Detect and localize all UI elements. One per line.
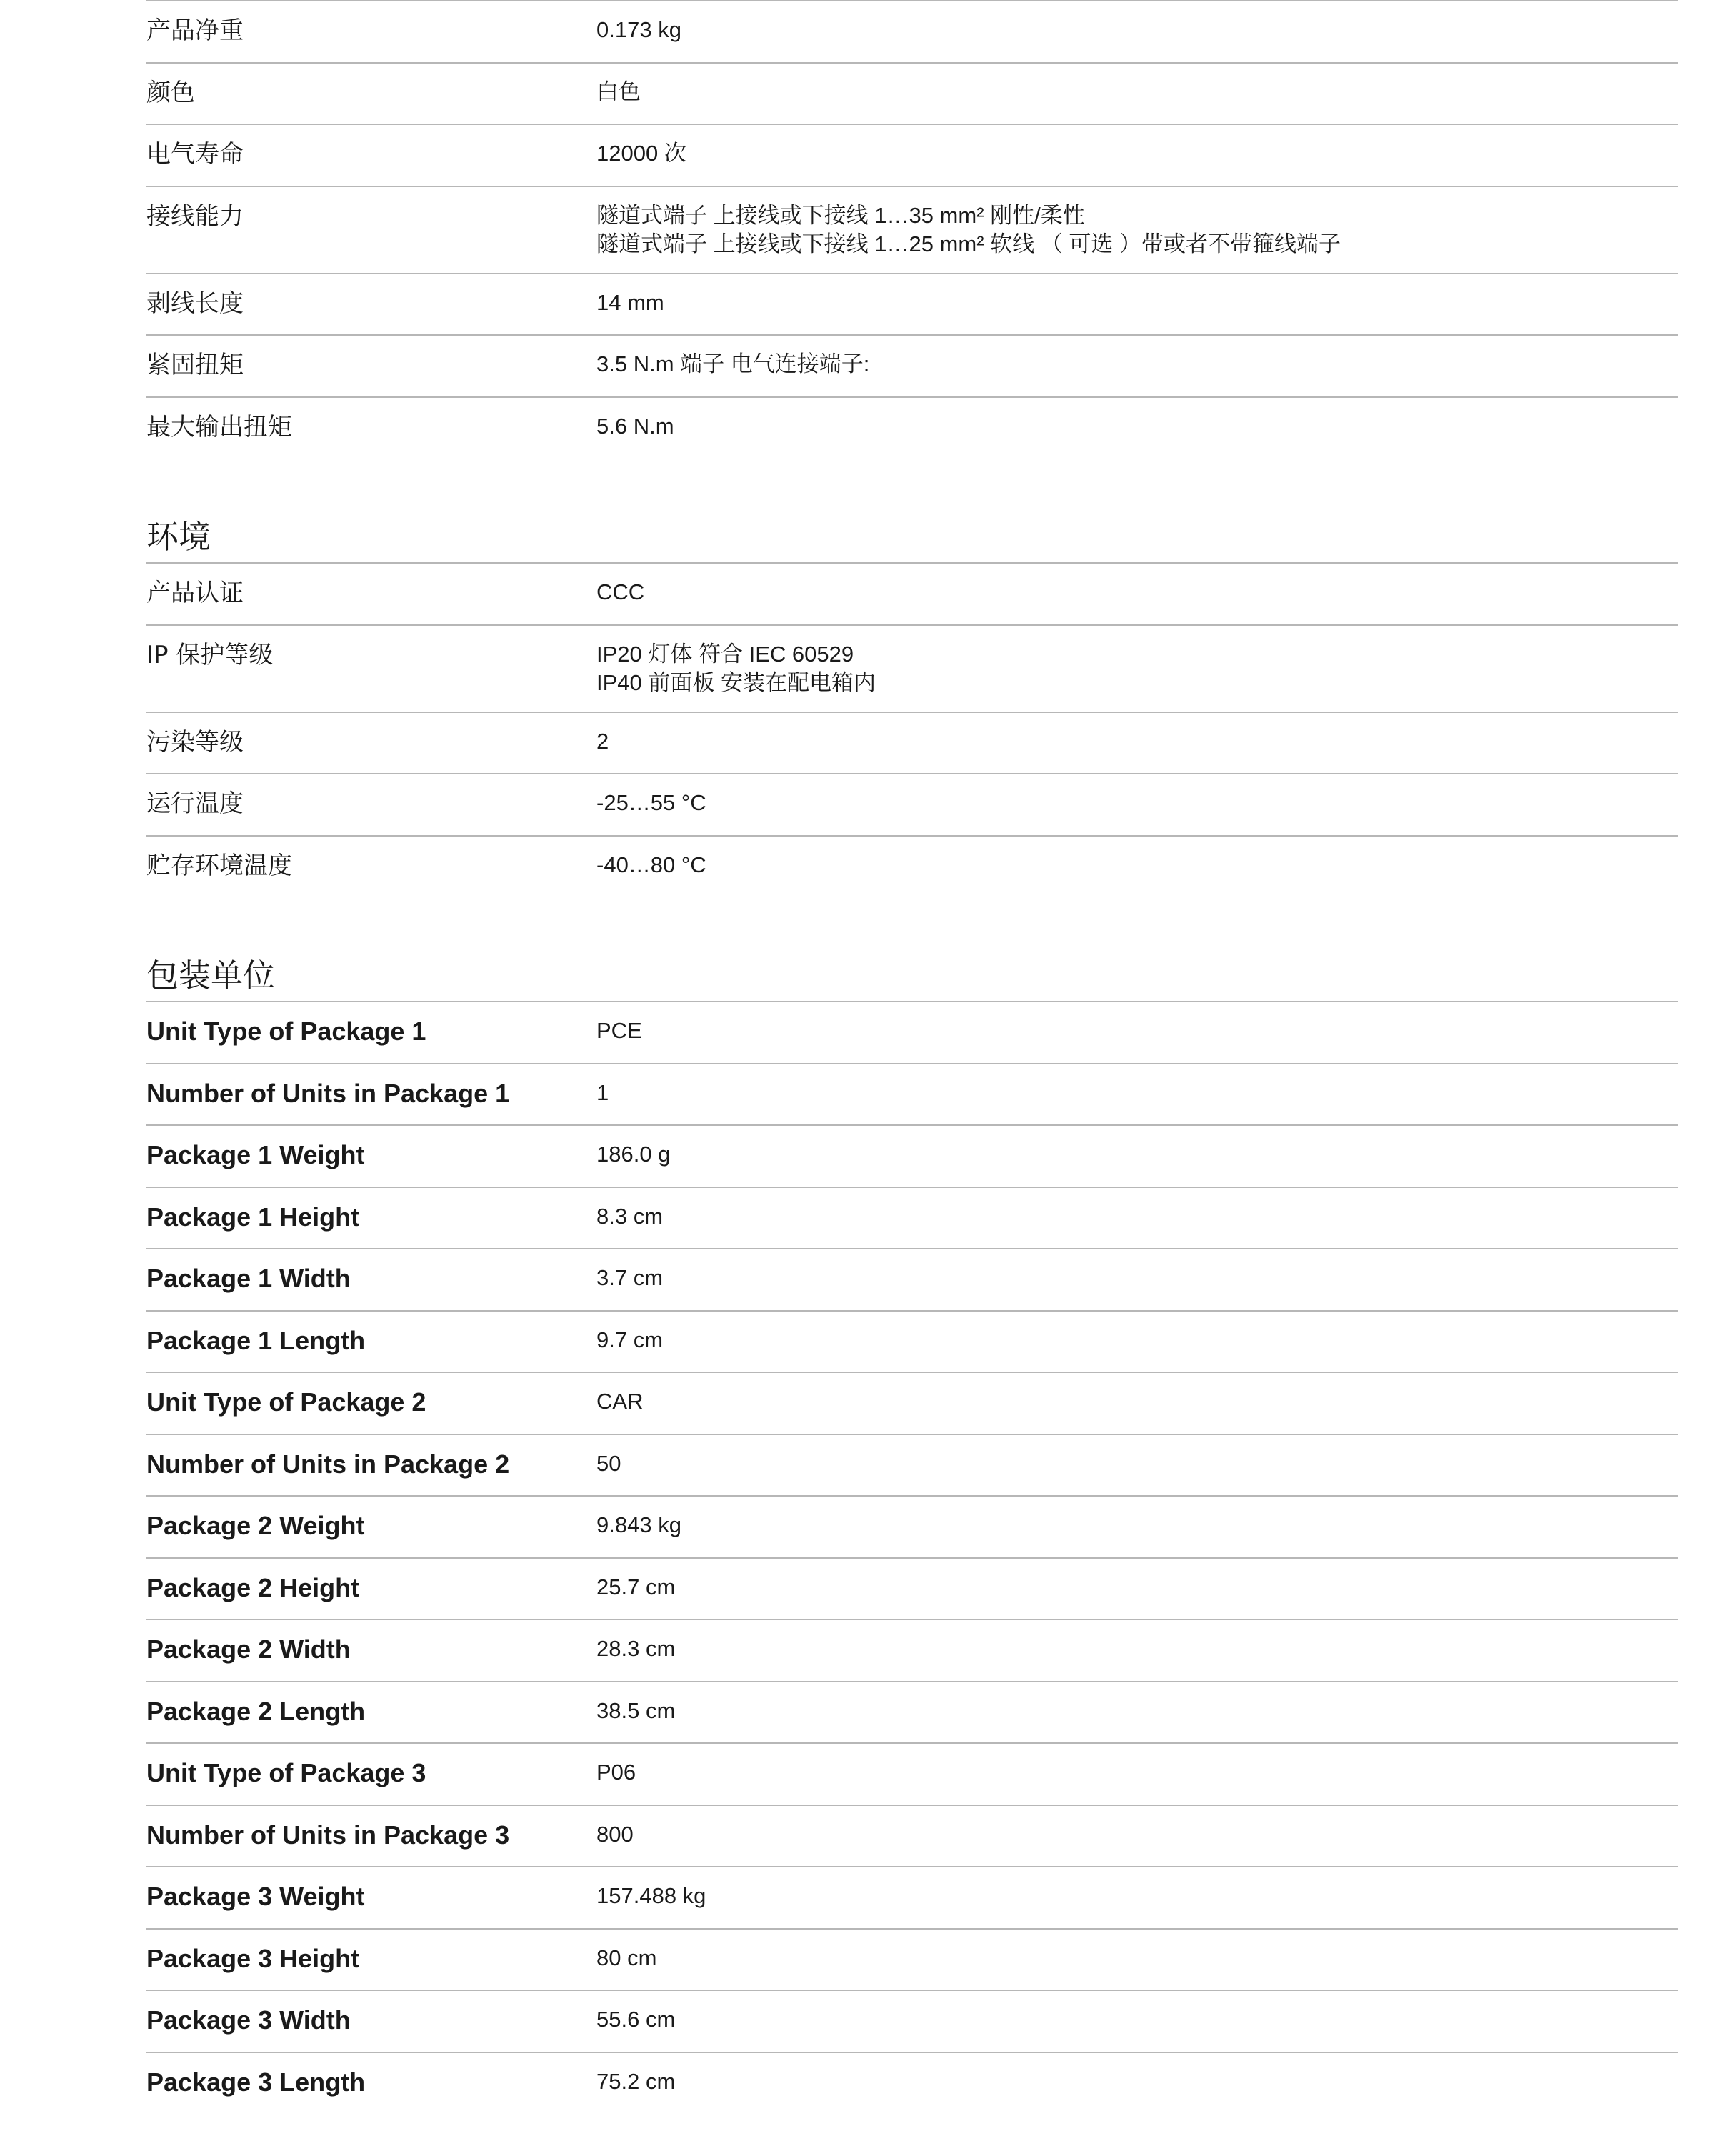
spec-value: 800: [596, 1821, 634, 1847]
spec-row: [146, 1372, 1678, 1434]
spec-label: Package 2 Height: [146, 1572, 360, 1602]
spec-label: Unit Type of Package 2: [146, 1387, 426, 1417]
spec-row: [146, 1681, 1678, 1743]
spec-row-max-output-torque: [146, 396, 1678, 459]
spec-value: 25.7 cm: [596, 1574, 676, 1599]
spec-label: 产品认证: [146, 579, 244, 607]
spec-value: 1: [596, 1079, 609, 1105]
spec-row: [146, 1805, 1678, 1867]
spec-row: [146, 1990, 1678, 2052]
spec-label: 最大输出扭矩: [146, 412, 292, 441]
spec-label: 电气寿命: [146, 140, 244, 169]
spec-value: 2: [596, 728, 609, 754]
spec-value: IP20 灯体 符合 IEC 60529 IP40 前面板 安装在配电箱内: [596, 641, 876, 695]
spec-row-wiring-capacity: [146, 186, 1678, 273]
spec-label: Package 2 Length: [146, 1696, 366, 1726]
spec-label: Unit Type of Package 3: [146, 1758, 426, 1787]
spec-value: 80 cm: [596, 1945, 657, 1970]
spec-row: [146, 1124, 1678, 1187]
spec-value: -25…55 °C: [596, 790, 706, 815]
spec-label: Package 3 Height: [146, 1943, 360, 1973]
spec-value: 白色: [596, 79, 641, 104]
spec-value: P06: [596, 1760, 636, 1785]
spec-row: [146, 1434, 1678, 1496]
spec-row: [146, 1619, 1678, 1681]
spec-value: 3.7 cm: [596, 1265, 664, 1290]
spec-value: 12000 次: [596, 141, 686, 166]
spec-value: PCE: [596, 1018, 642, 1043]
section-title: 包装单位: [146, 957, 276, 994]
spec-label: Package 1 Height: [146, 1202, 360, 1232]
spec-row: [146, 1063, 1678, 1125]
spec-row-pollution-degree: [146, 712, 1678, 774]
spec-row-electrical-life: [146, 124, 1678, 186]
spec-label: Package 3 Width: [146, 2005, 351, 2035]
spec-value: 28.3 cm: [596, 1636, 676, 1661]
spec-label: Package 1 Length: [146, 1325, 366, 1355]
spec-value: 9.7 cm: [596, 1327, 664, 1352]
spec-label: 贮存环境温度: [146, 851, 292, 880]
spec-value: 186.0 g: [596, 1142, 671, 1167]
spec-value: 隧道式端子 上接线或下接线 1…35 mm² 刚性/柔性 隧道式端子 上接线或下接线 1…25 mm² 软线 （ 可选 ）带或者不带箍线端子: [596, 202, 1341, 256]
section-title: 环境: [146, 518, 211, 556]
spec-row: [146, 1187, 1678, 1249]
spec-row: [146, 2052, 1678, 2114]
spec-row-ip-rating: [146, 624, 1678, 712]
spec-label: 紧固扭矩: [146, 351, 244, 379]
section-environment: [146, 458, 1678, 897]
spec-row-strip-length: [146, 273, 1678, 335]
spec-value: 50: [596, 1450, 621, 1476]
spec-value: 3.5 N.m 端子 电气连接端子:: [596, 351, 870, 376]
spec-row-color: [146, 62, 1678, 124]
spec-label: Number of Units in Package 3: [146, 1820, 510, 1850]
spec-row: [146, 1248, 1678, 1310]
spec-label: Package 3 Weight: [146, 1882, 365, 1911]
spec-value: 75.2 cm: [596, 2068, 676, 2094]
spec-label: Package 3 Length: [146, 2067, 366, 2097]
spec-value: CCC: [596, 579, 645, 604]
spec-value: 14 mm: [596, 289, 664, 315]
spec-row-storage-temperature: [146, 835, 1678, 897]
spec-row: [146, 1557, 1678, 1620]
spec-row-net-weight: [146, 0, 1678, 62]
spec-label: Package 1 Width: [146, 1264, 351, 1293]
spec-row: [146, 1310, 1678, 1372]
spec-value: -40…80 °C: [596, 852, 706, 877]
spec-label: 接线能力: [146, 201, 244, 231]
spec-label: IP 保护等级: [146, 640, 274, 669]
spec-row: [146, 1928, 1678, 1990]
spec-value: 38.5 cm: [596, 1697, 676, 1723]
spec-label: 运行温度: [146, 789, 244, 818]
spec-row: [146, 1495, 1678, 1557]
spec-label: Number of Units in Package 2: [146, 1449, 510, 1479]
spec-label: 污染等级: [146, 727, 244, 757]
section-packaging: [146, 897, 1678, 2113]
spec-value: CAR: [596, 1389, 644, 1414]
spec-row: [146, 1001, 1678, 1063]
spec-value: 0.173 kg: [596, 17, 681, 42]
spec-value: 8.3 cm: [596, 1203, 664, 1229]
spec-label: Unit Type of Package 1: [146, 1017, 426, 1046]
spec-value: 5.6 N.m: [596, 413, 674, 439]
spec-label: Package 1 Weight: [146, 1140, 365, 1169]
spec-value: 55.6 cm: [596, 2007, 676, 2032]
spec-value: 157.488 kg: [596, 1883, 706, 1908]
spec-label: Package 2 Weight: [146, 1511, 365, 1540]
spec-label: 剥线长度: [146, 289, 244, 318]
spec-label: Number of Units in Package 1: [146, 1078, 510, 1108]
spec-row-operating-temperature: [146, 773, 1678, 835]
spec-row-tightening-torque: [146, 334, 1678, 396]
spec-label: 产品净重: [146, 16, 244, 45]
spec-value: 9.843 kg: [596, 1512, 681, 1537]
spec-sheet: [146, 0, 1678, 2113]
spec-label: Package 2 Width: [146, 1635, 351, 1664]
spec-row-certification: [146, 562, 1678, 624]
spec-label: 颜色: [146, 78, 195, 107]
spec-row: [146, 1742, 1678, 1805]
spec-row: [146, 1866, 1678, 1928]
section-general: [146, 0, 1678, 458]
